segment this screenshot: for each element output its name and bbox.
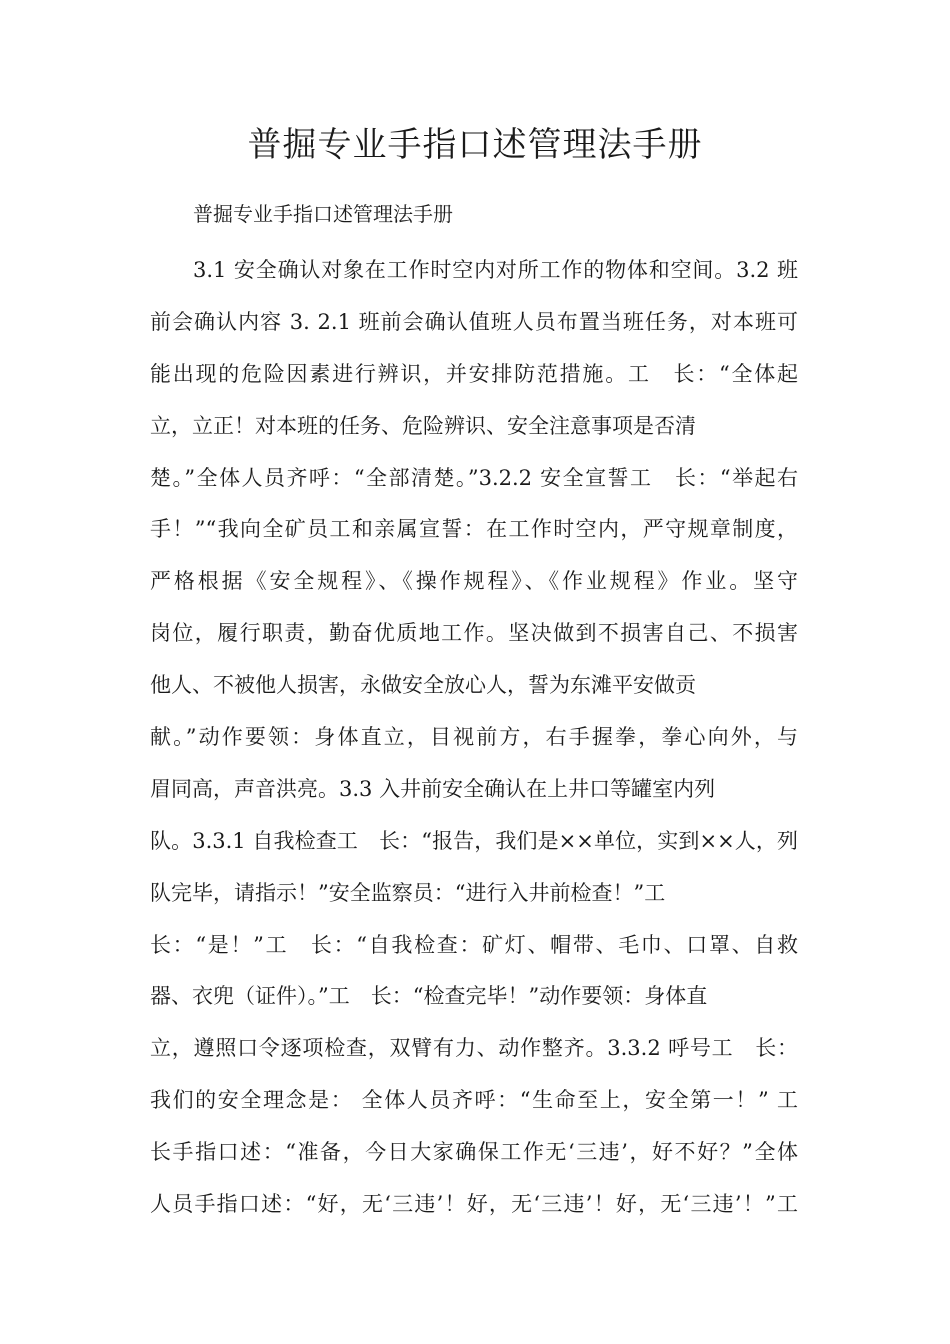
body-line: 队。3.3.1 自我检查工 长：“报告，我们是××单位，实到××人，列	[150, 828, 798, 853]
body-line: 岗位，履行职责，勤奋优质地工作。坚决做到不损害自己、不损害	[150, 621, 798, 646]
document-title: 普掘专业手指口述管理法手册	[247, 125, 703, 165]
body-line: 我们的安全理念是： 全体人员齐呼：“生命至上，安全第一！” 工	[150, 1088, 798, 1113]
body-line: 他人、不被他人损害，永做安全放心人，誓为东滩平安做贡	[150, 673, 696, 698]
body-line: 献。”动作要领：身体直立，目视前方，右手握拳，拳心向外，与	[150, 725, 798, 750]
body-line: 能出现的危险因素进行辨识，并安排防范措施。工 长：“全体起	[150, 361, 798, 386]
body-line: 3.1 安全确认对象在工作时空内对所工作的物体和空间。3.2 班	[193, 258, 798, 282]
body-line: 立，遵照口令逐项检查，双臂有力、动作整齐。3.3.2 呼号工 长：	[150, 1036, 798, 1061]
body-line: 前会确认内容 3. 2.1 班前会确认值班人员布置当班任务，对本班可	[150, 309, 798, 334]
body-line: 眉同高，声音洪亮。3.3 入井前安全确认在上井口等罐室内列	[150, 776, 716, 801]
body-line: 长：“是！”工 长：“自我检查：矿灯、帽带、毛巾、口罩、自救	[150, 932, 798, 957]
document-subtitle: 普掘专业手指口述管理法手册	[193, 202, 453, 226]
body-line: 队完毕，请指示！”安全监察员：“进行入井前检查！”工	[150, 880, 666, 905]
body-paragraph	[150, 245, 798, 1231]
body-line: 立，立正！对本班的任务、危险辨识、安全注意事项是否清	[150, 413, 696, 438]
body-line: 楚。”全体人员齐呼：“全部清楚。”3.2.2 安全宣誓工 长：“举起右	[150, 465, 798, 490]
body-line: 器、衣兜（证件）。”工 长：“检查完毕！”动作要领：身体直	[150, 984, 708, 1009]
body-line: 严格根据《安全规程》、《操作规程》、《作业规程》作业。坚守	[150, 569, 798, 594]
body-line: 手！”“我向全矿员工和亲属宣誓：在工作时空内，严守规章制度，	[150, 517, 798, 542]
body-line: 人员手指口述：“好，无‘三违’！好，无‘三违’！好，无‘三违’！”工	[150, 1192, 798, 1217]
body-line: 长手指口述：“准备，今日大家确保工作无‘三违’，好不好？”全体	[150, 1140, 798, 1165]
